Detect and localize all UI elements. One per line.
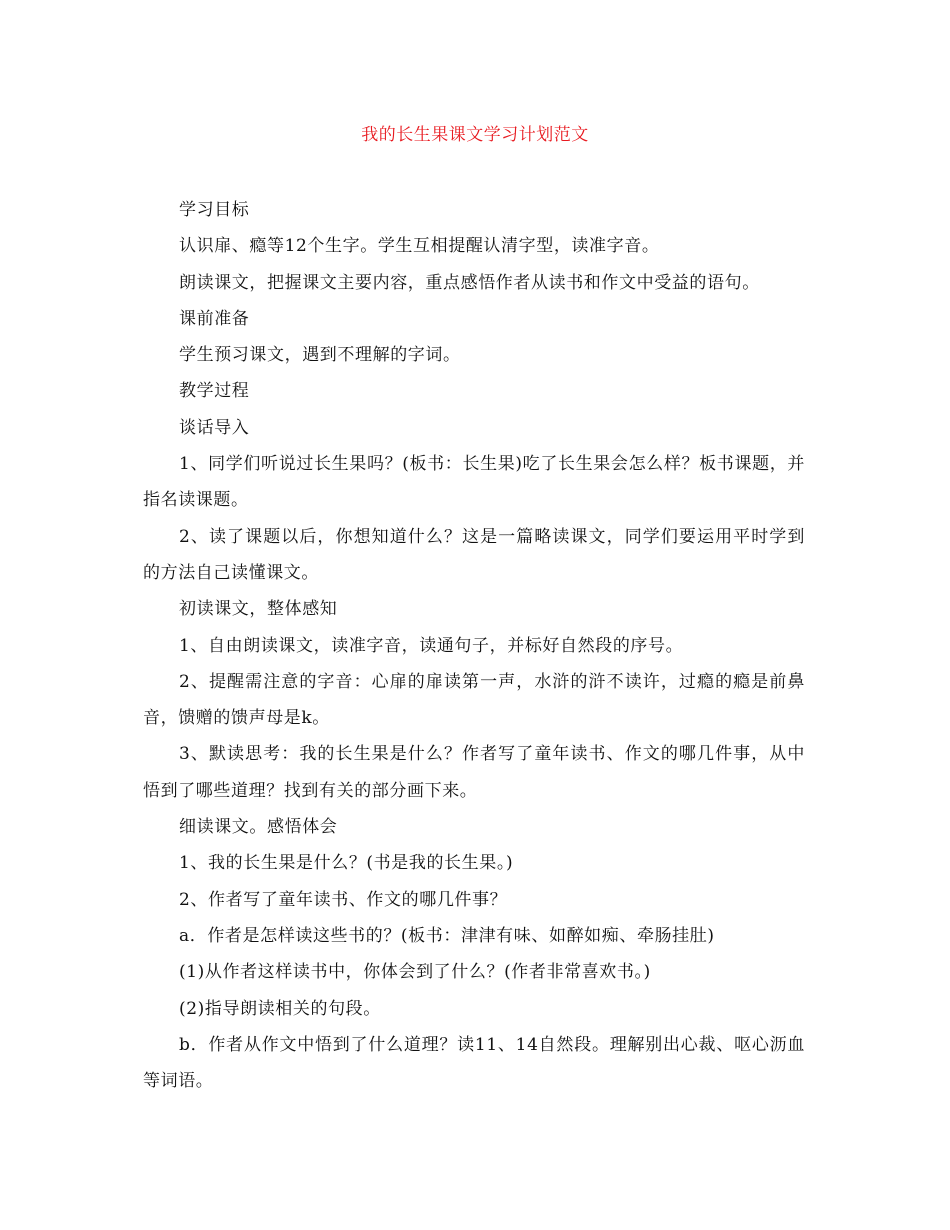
paragraph-close-reading-a: a．作者是怎样读这些书的？(板书：津津有味、如醉如痴、牵肠挂肚) — [179, 925, 715, 946]
heading-introduction: 谈话导入 — [179, 417, 250, 438]
heading-first-reading: 初读课文，整体感知 — [179, 599, 338, 620]
paragraph-intro-1: 1、同学们听说过长生果吗？(板书：长生果)吃了长生果会怎么样？板书课题，并指名读课题。 — [143, 454, 805, 511]
paragraph-close-reading-a2: (2)指导朗读相关的句段。 — [179, 998, 381, 1019]
paragraph-intro-2: 2、读了课题以后，你想知道什么？这是一篇略读课文，同学们要运用平时学到的方法自己读懂课文。 — [143, 526, 805, 583]
paragraph-goal-1: 认识扉、瘾等12个生字。学生互相提醒认清字型，读准字音。 — [179, 236, 660, 257]
paragraph-preparation: 学生预习课文，遇到不理解的字词。 — [179, 345, 461, 366]
paragraph-close-reading-1: 1、我的长生果是什么？(书是我的长生果。) — [179, 853, 514, 874]
document-title: 我的长生果课文学习计划范文 — [361, 125, 589, 145]
document-body — [143, 192, 805, 1099]
paragraph-first-reading-1: 1、自由朗读课文，读准字音，读通句子，并标好自然段的序号。 — [179, 635, 684, 656]
heading-learning-goals: 学习目标 — [179, 200, 250, 220]
heading-teaching-process: 教学过程 — [179, 381, 250, 402]
heading-preparation: 课前准备 — [179, 308, 250, 329]
heading-close-reading: 细读课文。感悟体会 — [179, 817, 338, 838]
paragraph-first-reading-2: 2、提醒需注意的字音：心扉的扉读第一声，水浒的浒不读许，过瘾的瘾是前鼻音，馈赠的馈声母是k。 — [143, 671, 805, 729]
paragraph-close-reading-b: b．作者从作文中悟到了什么道理？读11、14自然段。理解别出心裁、呕心沥血等词语。 — [143, 1034, 805, 1092]
paragraph-first-reading-3: 3、默读思考：我的长生果是什么？作者写了童年读书、作文的哪几件事，从中悟到了哪些道理？找到有关的部分画下来。 — [143, 744, 805, 801]
paragraph-close-reading-a1: (1)从作者这样读书中，你体会到了什么？(作者非常喜欢书。) — [179, 962, 651, 983]
paragraph-close-reading-2: 2、作者写了童年读书、作文的哪几件事？ — [179, 889, 508, 910]
paragraph-goal-2: 朗读课文，把握课文主要内容，重点感悟作者从读书和作文中受益的语句。 — [179, 272, 760, 293]
